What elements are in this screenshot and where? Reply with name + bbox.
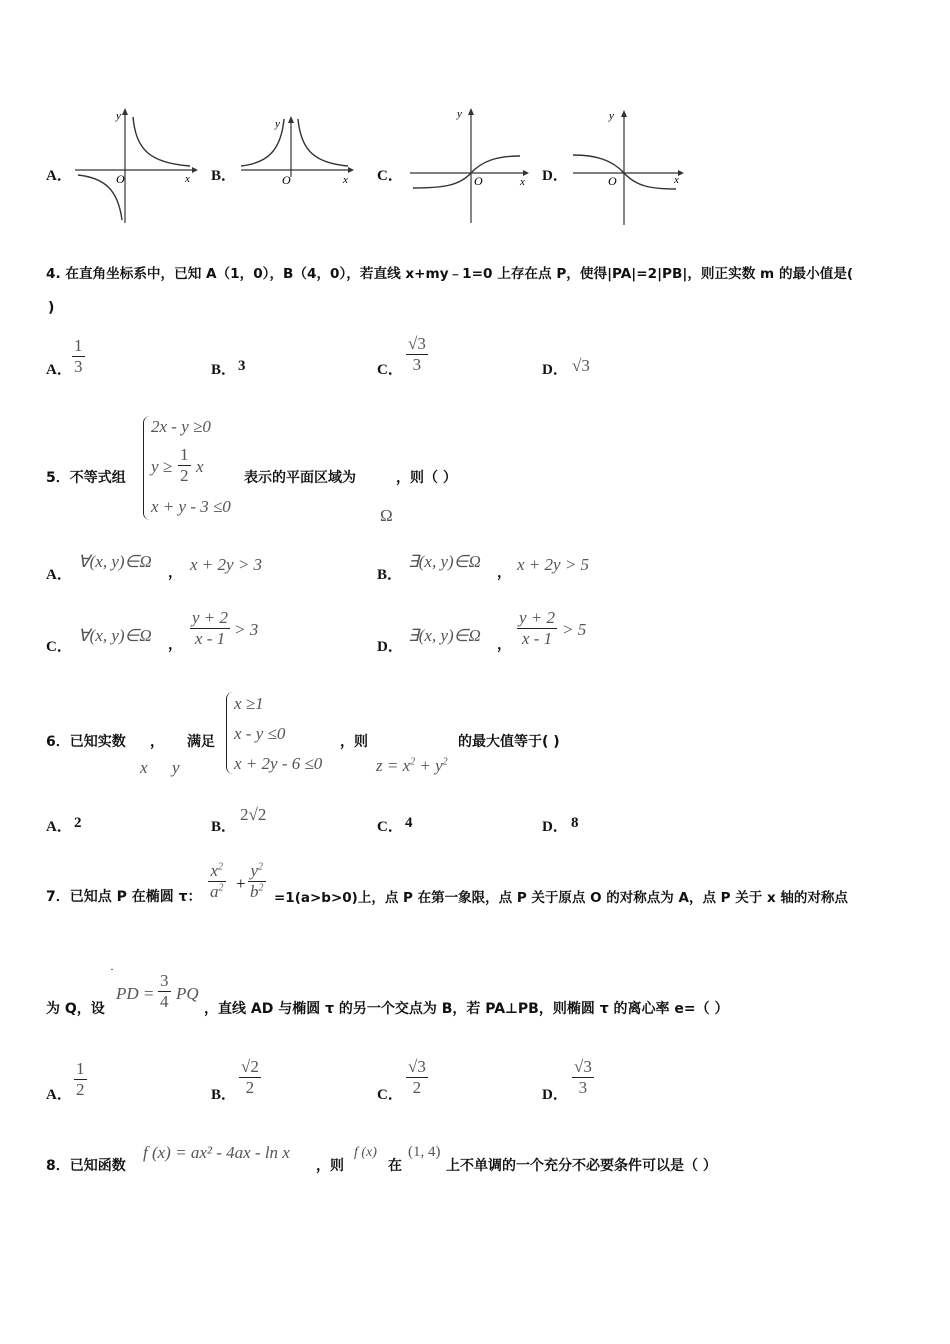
q7-line2-prefix: 为 Q，设 [46, 1001, 105, 1017]
q6-option-c-value: 4 [405, 815, 413, 831]
q5-option-c-sep: ， [168, 637, 182, 653]
q6-brace [226, 692, 233, 774]
q3-d-origin: O [608, 174, 617, 188]
q3-c-origin: O [474, 174, 483, 188]
q7-prefix: 7．已知点 P 在椭圆 τ： [46, 889, 202, 905]
q6-sys-3: x + 2y - 6 ≤0 [234, 754, 323, 773]
q4-option-d-label: D． [542, 362, 568, 378]
q6-option-a-label: A． [46, 819, 72, 835]
q7-option-b-label: B． [211, 1087, 237, 1103]
q7-option-d-label: D． [542, 1087, 568, 1103]
q4-option-c-label: C． [377, 362, 403, 378]
q5-omega: Ω [380, 506, 393, 525]
q6-var-x: x [140, 758, 148, 777]
q5-sys-2-fraction: $\frac{1}{2}$ [180, 445, 189, 485]
q5-middle: 表示的平面区域为 [244, 470, 356, 486]
q4-option-c-value: $\frac{√3}{3}$ [408, 334, 426, 374]
q6-satisfy: 满足 [187, 734, 215, 750]
q3-a-axis-y: y [116, 110, 121, 122]
q8-suffix: 上不单调的一个充分不必要条件可以是（ ） [446, 1158, 717, 1174]
q4-option-a-label: A． [46, 362, 72, 378]
q5-prefix: 5．不等式组 [46, 470, 126, 486]
q5-option-b-expr: x + 2y > 5 [517, 555, 590, 574]
q3-b-axis-x: x [343, 174, 348, 186]
q5-option-d-sep: ， [497, 637, 511, 653]
q5-option-a-sep: ， [168, 565, 182, 581]
q3-b-origin: O [282, 173, 291, 187]
q8-prefix: 8．已知函数 [46, 1158, 126, 1174]
q8-fx: f (x) [354, 1145, 377, 1160]
q5-option-d-label: D． [377, 639, 403, 655]
q3-b-axis-y: y [275, 118, 280, 130]
q6-objective: $z = x^2 + y^2$ [376, 756, 448, 775]
q7-vector-dot: · [110, 962, 114, 976]
q3-d-axis-y: y [609, 110, 614, 122]
q6-prefix: 6．已知实数 [46, 734, 126, 750]
q5-option-d-fraction: $\frac{y + 2}{x - 1}$ [519, 608, 556, 648]
q6-sys-1: x ≥1 [234, 694, 264, 713]
q7-option-a-label: A． [46, 1087, 72, 1103]
q7-ellipse-y-term: $\frac{y^2}{b^2}$ [250, 861, 264, 901]
q8-interval: (1, 4) [408, 1144, 441, 1160]
q3-c-axis-y: y [457, 108, 462, 120]
q5-option-b-sep: ， [497, 565, 511, 581]
q5-sys-3: x + y - 3 ≤0 [151, 497, 231, 516]
q7-pq: PQ [176, 984, 199, 1003]
q8-function: f (x) = ax² - 4ax - ln x [143, 1143, 290, 1162]
q4-option-a-value: $\frac{1}{3}$ [74, 336, 83, 376]
q5-option-a-quantifier: ∀(x, y)∈Ω [78, 552, 152, 571]
q7-option-c-value: $\frac{√3}{2}$ [408, 1057, 426, 1097]
q3-graph-a [70, 105, 200, 225]
q6-option-d-label: D． [542, 819, 568, 835]
q5-sys-1: 2x - y ≥0 [151, 417, 211, 436]
q3-a-origin: O [116, 172, 125, 186]
q3-option-b-label: B． [211, 168, 237, 184]
q7-fraction: $\frac{3}{4}$ [160, 971, 169, 1011]
q6-var-y: y [172, 758, 180, 777]
q6-option-b-label: B． [211, 819, 237, 835]
q3-graph-c [405, 103, 535, 227]
q8-at: 在 [388, 1158, 402, 1174]
q5-sys-2: y ≥ [151, 457, 173, 476]
q5-option-a-expr: x + 2y > 3 [190, 555, 263, 574]
q5-option-a-label: A． [46, 567, 72, 583]
q5-option-b-label: B． [377, 567, 403, 583]
q3-a-axis-x: x [185, 173, 190, 185]
q5-option-c-rhs: > 3 [234, 620, 259, 639]
q6-then: ，则 [340, 734, 368, 750]
q7-option-b-value: $\frac{√2}{2}$ [241, 1057, 259, 1097]
q6-comma: ， [150, 734, 164, 750]
q3-graph-b [236, 105, 361, 225]
q6-option-a-value: 2 [74, 815, 82, 831]
q4-option-b-label: B． [211, 362, 237, 378]
q5-option-d-quantifier: ∃(x, y)∈Ω [408, 626, 481, 645]
q6-option-b-value: 2√2 [240, 805, 267, 824]
q5-brace [143, 416, 150, 520]
q4-stem-line1: 4. 在直角坐标系中，已知 A（1，0），B（4，0），若直线 x+my﹣1=0 上存在点 P，使得|PA|=2|PB|，则正实数 m 的最小值是( [46, 266, 854, 282]
q7-line2-suffix: ，直线 AD 与椭圆 τ 的另一个交点为 B，若 PA⊥PB，则椭圆 τ 的离心率 e=（ ） [204, 1001, 729, 1017]
q7-pd: PD = [116, 984, 155, 1003]
q3-graph-d [568, 105, 693, 227]
q4-stem-line2: ) [48, 300, 55, 316]
q6-option-d-value: 8 [571, 815, 579, 831]
q5-sys-2-x: x [196, 457, 204, 476]
q5-option-c-label: C． [46, 639, 72, 655]
q4-option-d-value: √3 [572, 356, 590, 375]
q3-c-axis-x: x [520, 176, 525, 188]
q5-suffix: ，则（ ） [396, 470, 457, 486]
q3-option-c-label: C． [377, 168, 403, 184]
q5-option-b-quantifier: ∃(x, y)∈Ω [408, 552, 481, 571]
q6-suffix: 的最大值等于( ) [458, 734, 560, 750]
q8-then: ，则 [316, 1158, 344, 1174]
q3-option-d-label: D． [542, 168, 568, 184]
q7-plus: + [236, 874, 246, 893]
q7-option-a-value: $\frac{1}{2}$ [76, 1059, 85, 1099]
q5-option-d-rhs: > 5 [562, 620, 587, 639]
q4-option-b-value: 3 [238, 358, 246, 374]
q7-ellipse-x-term: $\frac{x^2}{a^2}$ [210, 861, 224, 901]
q7-option-c-label: C． [377, 1087, 403, 1103]
q3-option-a-label: A． [46, 168, 72, 184]
q6-option-c-label: C． [377, 819, 403, 835]
q6-sys-2: x - y ≤0 [234, 724, 286, 743]
q3-d-axis-x: x [674, 174, 679, 186]
q5-option-c-fraction: $\frac{y + 2}{x - 1}$ [192, 608, 229, 648]
q5-option-c-quantifier: ∀(x, y)∈Ω [78, 626, 152, 645]
q7-stem-line1: =1(a>b>0)上，点 P 在第一象限，点 P 关于原点 O 的对称点为 A，点 P 关于 x 轴的对称点 [274, 890, 848, 906]
q7-option-d-value: $\frac{√3}{3}$ [574, 1057, 592, 1097]
